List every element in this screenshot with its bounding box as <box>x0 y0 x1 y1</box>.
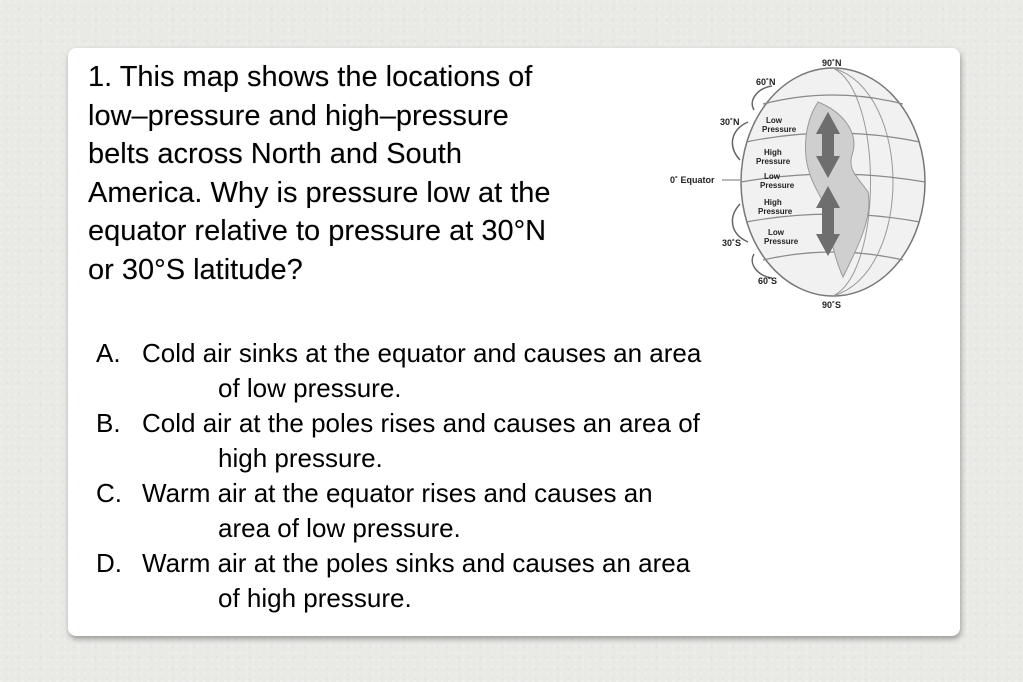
pressure-belts-figure <box>668 52 938 310</box>
answer-text-line1: Cold air sinks at the equator and causes an area <box>142 338 702 368</box>
label-low-3a: Low <box>768 228 784 237</box>
question-line: America. Why is pressure low at the <box>88 176 551 209</box>
globe-diagram <box>668 52 938 310</box>
label-high-1b: Pressure <box>756 157 791 166</box>
label-equator: 0˚ Equator <box>670 175 715 185</box>
answer-c[interactable] <box>96 476 856 546</box>
answer-text-line1: Cold air at the poles rises and causes an area of <box>142 408 700 438</box>
label-60s: 60˚S <box>758 276 778 286</box>
answer-text-line1: Warm air at the poles sinks and causes an area <box>142 548 691 578</box>
answer-choices <box>96 336 856 616</box>
answer-text-line2: of low pressure. <box>218 373 402 403</box>
question-line: equator relative to pressure at 30°N <box>88 215 547 247</box>
answer-text-line1: Warm air at the equator rises and causes an <box>142 478 653 508</box>
answer-letter: D. <box>96 548 122 578</box>
label-90s: 90˚S <box>822 300 842 310</box>
answer-text-line2: of high pressure. <box>218 583 412 613</box>
label-low-2a: Low <box>764 172 780 181</box>
label-30n: 30˚N <box>720 117 740 127</box>
label-low-3b: Pressure <box>764 237 799 246</box>
answer-letter: B. <box>96 408 121 438</box>
question-text <box>88 58 668 289</box>
answer-letter: A. <box>96 338 121 368</box>
question-line: or 30°S latitude? <box>88 253 303 286</box>
label-60n: 60˚N <box>756 77 776 87</box>
label-30s: 30˚S <box>722 238 742 248</box>
question-line: low–pressure and high–pressure <box>88 99 509 132</box>
answer-a[interactable] <box>96 336 856 406</box>
label-90n: 90˚N <box>822 58 842 68</box>
label-high-1a: High <box>764 148 782 157</box>
answer-letter: C. <box>96 478 122 508</box>
answer-text-line2: area of low pressure. <box>218 513 461 543</box>
answer-b[interactable] <box>96 406 856 476</box>
label-high-2a: High <box>764 198 782 207</box>
question-line: belts across North and South <box>88 138 462 170</box>
label-low-1a: Low <box>766 116 782 125</box>
question-line: 1. This map shows the locations of <box>88 61 533 93</box>
label-low-2b: Pressure <box>760 181 795 190</box>
label-high-2b: Pressure <box>758 207 793 216</box>
answer-text-line2: high pressure. <box>218 443 383 473</box>
answer-d[interactable] <box>96 546 856 616</box>
label-low-1b: Pressure <box>762 125 797 134</box>
